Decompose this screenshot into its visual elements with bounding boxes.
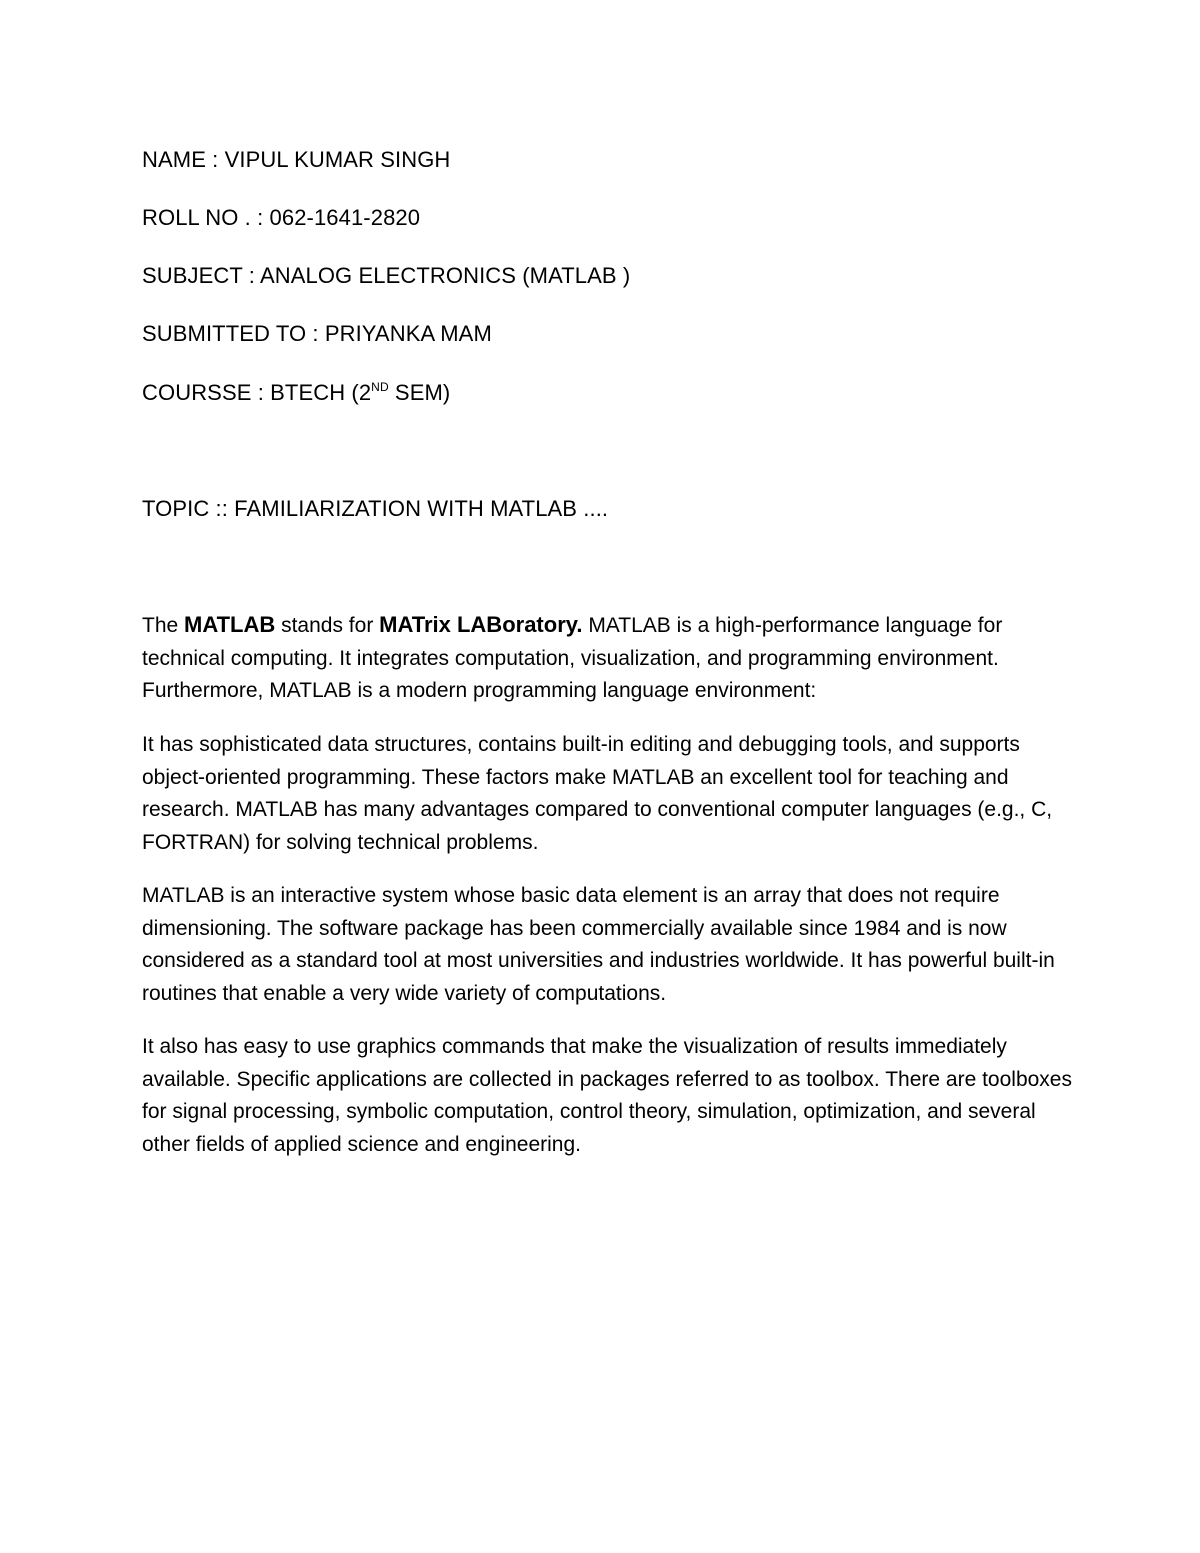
matrix-laboratory-bold: MATrix LABoratory. — [379, 612, 583, 637]
course-prefix: COURSSE : BTECH (2 — [142, 380, 372, 405]
subject-line: SUBJECT : ANALOG ELECTRONICS (MATLAB ) — [142, 263, 631, 288]
course-suffix: SEM) — [388, 380, 451, 405]
paragraph-graphics: It also has easy to use graphics commands that make the visualization of results immediately available. Specific applications are collected in packages referred to as toolbox. There are toolboxes for signal processing, symbolic computation, control theory, simulation, optimization, and several other fields of applied science and engineering. — [142, 1035, 1072, 1156]
topic-line: TOPIC :: FAMILIARIZATION WITH MATLAB .... — [142, 496, 609, 521]
roll-number-line: ROLL NO . : 062-1641-2820 — [142, 205, 421, 230]
submitted-to-line: SUBMITTED TO : PRIYANKA MAM — [142, 321, 492, 346]
course-superscript: ND — [371, 380, 389, 394]
intro-rest: MATLAB is a high-performance language for technical computing. It integrates computation, visualization, and programming environment. Furthermore, MATLAB is a modern programming language environment: — [142, 614, 1003, 702]
matlab-bold: MATLAB — [184, 612, 276, 637]
course-line — [142, 380, 450, 406]
intro-stands-for: stands for — [275, 614, 380, 637]
intro-the: The — [142, 614, 185, 637]
body-text — [142, 609, 1072, 708]
paragraph-intro — [142, 609, 1072, 708]
paragraph-features: It has sophisticated data structures, contains built-in editing and debugging tools, and supports object-oriented programming. These factors make MATLAB an excellent tool for teaching and research. MATLAB has many advantages compared to conventional computer languages (e.g., C, FORTRAN) for solving technical problems. — [142, 733, 1053, 854]
paragraph-interactive-system: MATLAB is an interactive system whose basic data element is an array that does not require dimensioning. The software package has been commercially available since 1984 and is now considered as a standard tool at most universities and industries worldwide. It has powerful built-in routines that enable a very wide variety of computations. — [142, 884, 1055, 1005]
name-line: NAME : VIPUL KUMAR SINGH — [142, 147, 451, 172]
